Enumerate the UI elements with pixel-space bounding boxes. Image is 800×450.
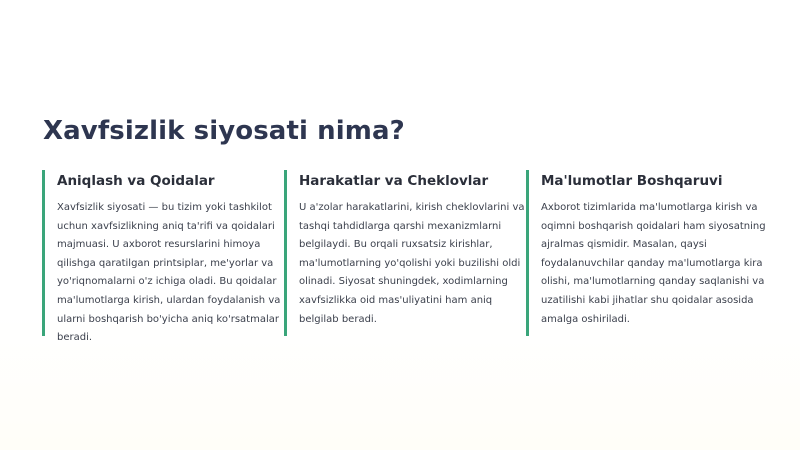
column-malumotlar [526,170,768,336]
column-body: Axborot tizimlarida ma'lumotlarga kirish va oqimni boshqarish qoidalari ham siyosatning ajralmas qismidir. Masalan, qaysi foydalanuvchilar qanday ma'lumotlarga kira olishi, ma'lumotlarning qanday saqlanishi va uzatilishi kabi jihatlar shu qoidalar asosida amalga oshiriladi. [541,202,766,325]
column-heading: Aniqlash va Qoidalar [57,173,215,189]
column-body: U a'zolar harakatlarini, kirish cheklovlarini va tashqi tahdidlarga qarshi mexanizmlarni belgilaydi. Bu orqali ruxsatsiz kirishlar, ma'lumotlarning yo'qolishi yoki buzilishi oldi olinadi. Siyosat shuningdek, xodimlarning xavfsizlikka oid mas'uliyatini ham aniq belgilab beradi. [299,202,525,325]
column-heading: Harakatlar va Cheklovlar [299,173,489,189]
column-body: Xavfsizlik siyosati — bu tizim yoki tashkilot uchun xavfsizlikning aniq ta'rifi va qoidalari majmuasi. U axborot resurslarini himoya qilishga qaratilgan printsiplar, me'yorlar va yo'riqnomalarni o'z ichiga oladi. Bu qoidalar ma'lumotlarga kirish, ulardan foydalanish va ularni boshqarish bo'yicha aniq ko'rsatmalar beradi. [57,202,281,344]
column-heading: Ma'lumotlar Boshqaruvi [541,173,723,189]
column-harakatlar [284,170,526,336]
column-aniqlash [42,170,284,344]
slide-title: Xavfsizlik siyosati nima? [43,116,405,146]
columns-container [42,170,768,344]
